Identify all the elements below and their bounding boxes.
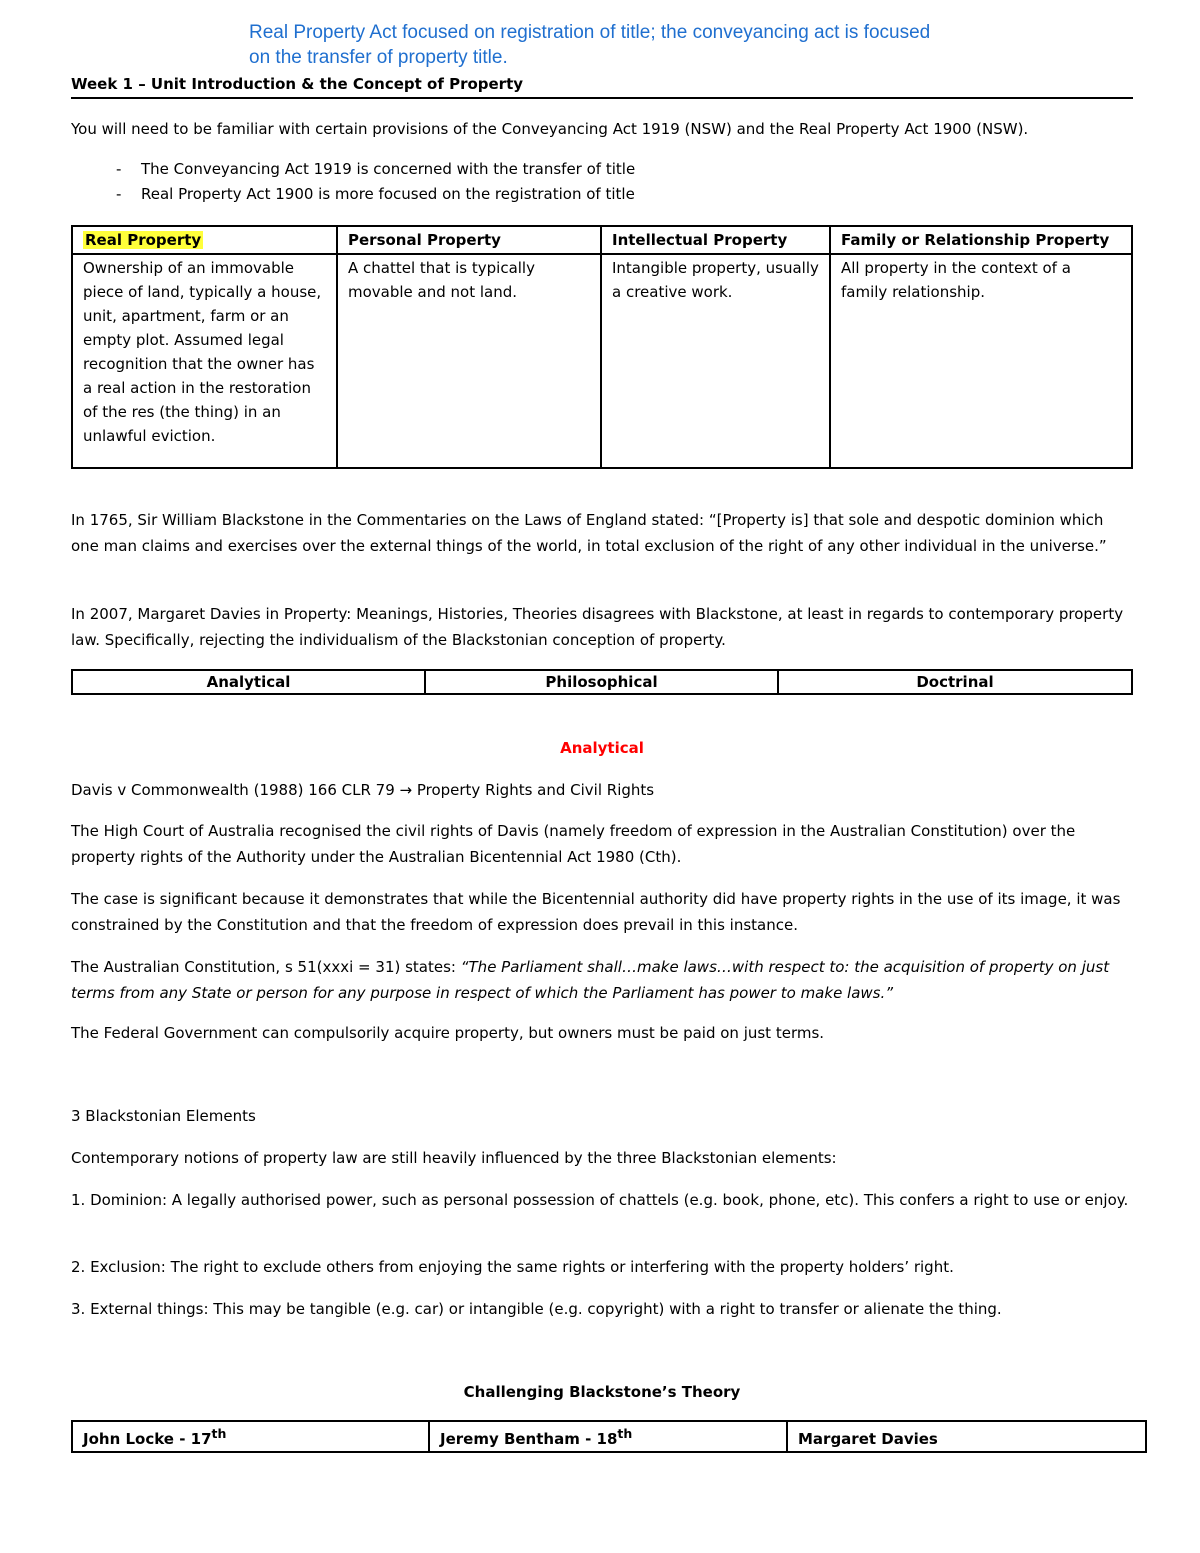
bullet-marker: - <box>116 160 122 178</box>
table-cell: All property in the context of a family relationship. <box>830 254 1132 468</box>
bullet-text: Real Property Act 1900 is more focused on the registration of title <box>141 185 635 203</box>
analytical-heading: Analytical <box>560 739 644 757</box>
table-cell: Intangible property, usually a creative work. <box>601 254 830 468</box>
table-row <box>72 670 1132 694</box>
theorist-name: Margaret Davies <box>798 1430 938 1448</box>
constitution-lead: The Australian Constitution, s 51(xxxi = 31) states: <box>71 958 461 976</box>
bullet-marker: - <box>116 185 122 203</box>
theorist-name: Jeremy Bentham - 18 <box>440 1430 618 1448</box>
table-cell <box>72 1421 429 1452</box>
table-header-row <box>72 226 1132 254</box>
elements-heading: 3 Blackstonian Elements <box>71 1107 256 1125</box>
table-row <box>72 1421 1146 1452</box>
title-divider <box>71 97 1133 99</box>
header-cell: Family or Relationship Property <box>830 226 1132 254</box>
theorist-name: John Locke - 17 <box>83 1430 212 1448</box>
element-item: 3. External things: This may be tangible (e.g. car) or intangible (e.g. copyright) with a right to transfer or alienate the thing. <box>71 1300 1002 1318</box>
element-item: 1. Dominion: A legally authorised power, such as personal possession of chattels (e.g. book, phone, etc). This confers a right to use or enjoy. <box>71 1191 1129 1209</box>
element-item: 2. Exclusion: The right to exclude others from enjoying the same rights or interfering with the property holders’ right. <box>71 1258 954 1276</box>
page-title: Week 1 – Unit Introduction & the Concept of Property <box>71 75 524 93</box>
margin-annotation: Real Property Act focused on registration of title; the conveyancing act is focused on the transfer of property title. <box>249 22 931 68</box>
blackstone-paragraph: In 1765, Sir William Blackstone in the Commentaries on the Laws of England stated: “[Property is] that sole and despotic dominion which one man claims and exercises over the external things of the world, in total exclusion of the right of any other individual in the universe.” <box>71 511 1107 555</box>
case-paragraph: The case is significant because it demonstrates that while the Bicentennial authority did have property rights in the use of its image, it was constrained by the Constitution and that the freedom of expression does prevail in this instance. <box>71 890 1121 934</box>
header-cell: Intellectual Property <box>601 226 830 254</box>
property-types-table <box>71 225 1133 469</box>
table-cell <box>429 1421 787 1452</box>
header-cell: Personal Property <box>337 226 601 254</box>
intro-paragraph: You will need to be familiar with certain provisions of the Conveyancing Act 1919 (NSW) and the Real Property Act 1900 (NSW). <box>71 120 1029 138</box>
header-cell <box>72 226 337 254</box>
theorist-ordinal: th <box>211 1426 227 1441</box>
table-row <box>72 254 1132 468</box>
table-cell <box>787 1421 1146 1452</box>
constitution-quote: “The Parliament shall…make laws…with respect to: the acquisition of property on just terms from any State or person for any purpose in respect of which the Parliament has power to make laws.” <box>71 958 1110 1002</box>
table-cell: Doctrinal <box>778 670 1132 694</box>
real-property-header: Real Property <box>85 231 202 249</box>
constitution-paragraph <box>71 954 1133 1006</box>
davies-paragraph: In 2007, Margaret Davies in Property: Meanings, Histories, Theories disagrees with Blackstone, at least in regards to contemporary property law. Specifically, rejecting the individualism of the Blackstonian conception of property. <box>71 605 1124 649</box>
theorist-ordinal: th <box>617 1426 633 1441</box>
table-cell: A chattel that is typically movable and not land. <box>337 254 601 468</box>
elements-intro: Contemporary notions of property law are still heavily influenced by the three Blackstonian elements: <box>71 1149 837 1167</box>
approach-table <box>71 669 1133 695</box>
table-cell: Analytical <box>72 670 425 694</box>
case-title: Davis v Commonwealth (1988) 166 CLR 79 → Property Rights and Civil Rights <box>71 781 655 799</box>
challenge-heading: Challenging Blackstone’s Theory <box>463 1383 741 1401</box>
table-cell: Philosophical <box>425 670 778 694</box>
bullet-text: The Conveyancing Act 1919 is concerned with the transfer of title <box>141 160 636 178</box>
federal-paragraph: The Federal Government can compulsorily acquire property, but owners must be paid on just terms. <box>71 1024 825 1042</box>
case-paragraph: The High Court of Australia recognised the civil rights of Davis (namely freedom of expression in the Australian Constitution) over the property rights of the Authority under the Australian Bicentennial Act 1980 (Cth). <box>71 822 1076 866</box>
theorists-table <box>71 1420 1147 1453</box>
table-cell: Ownership of an immovable piece of land, typically a house, unit, apartment, farm or an empty plot. Assumed legal recognition that the owner has a real action in the restoration of the res (the thing) in an unlawful eviction. <box>72 254 337 468</box>
